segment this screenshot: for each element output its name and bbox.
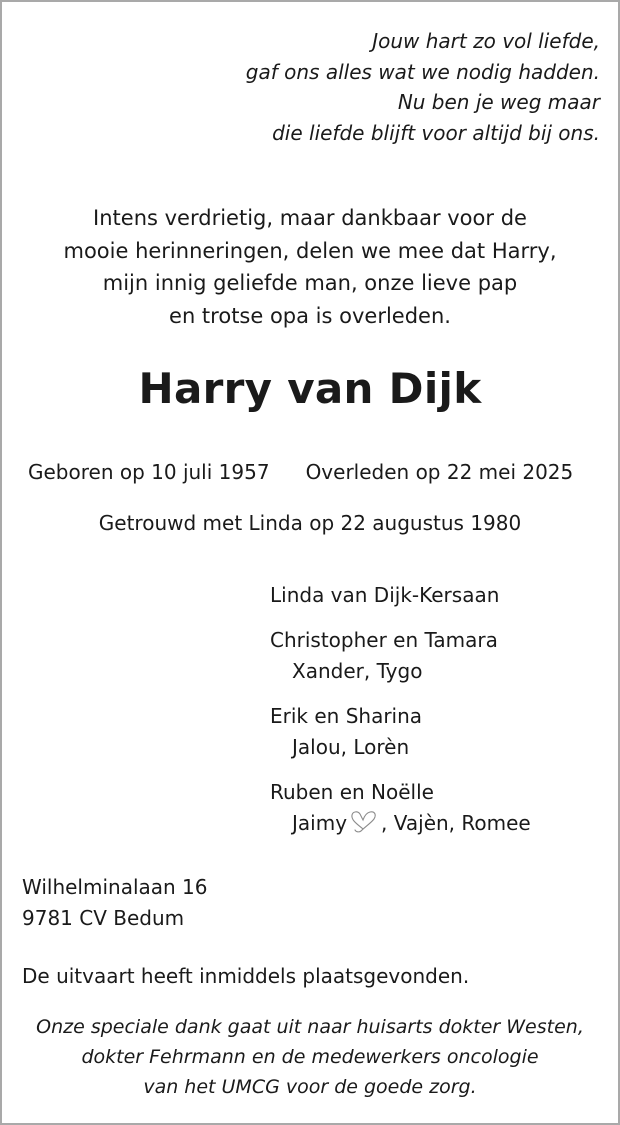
address-street: Wilhelminalaan 16 bbox=[22, 875, 208, 899]
thanks-line: van het UMCG voor de goede zorg. bbox=[143, 1076, 477, 1098]
family-group bbox=[270, 701, 531, 763]
funeral-note: De uitvaart heeft inmiddels plaatsgevonden. bbox=[22, 964, 470, 988]
family-parents: Christopher en Tamara bbox=[270, 628, 498, 652]
child-names-rest: , Vajèn, Romee bbox=[381, 811, 531, 835]
marriage-date: Getrouwd met Linda op 22 augustus 1980 bbox=[98, 511, 522, 535]
poem-line: Nu ben je weg maar bbox=[397, 90, 600, 114]
thanks-line: Onze speciale dank gaat uit naar huisarts dokter Westen, bbox=[36, 1016, 584, 1038]
address bbox=[22, 872, 208, 934]
thanks-line: dokter Fehrmann en de medewerkers oncologie bbox=[81, 1046, 539, 1068]
announcement-line: mijn innig geliefde man, onze lieve pap bbox=[102, 271, 518, 295]
announcement-text bbox=[2, 202, 618, 332]
death-date: Overleden op 22 mei 2025 bbox=[305, 460, 574, 484]
family-parents: Ruben en Noëlle bbox=[270, 780, 434, 804]
child-name: Jaimy bbox=[292, 811, 348, 835]
family-parents: Erik en Sharina bbox=[270, 704, 423, 728]
birth-date: Geboren op 10 juli 1957 bbox=[28, 460, 270, 484]
announcement-line: en trotse opa is overleden. bbox=[169, 303, 451, 328]
address-city: 9781 CV Bedum bbox=[22, 906, 185, 930]
family-children: Jalou, Lorèn bbox=[292, 735, 410, 759]
family-children: Xander, Tygo bbox=[292, 659, 423, 683]
heart-icon bbox=[347, 809, 379, 833]
family-group bbox=[270, 625, 531, 687]
family-children bbox=[270, 808, 531, 839]
spouse-name: Linda van Dijk-Kersaan bbox=[270, 583, 500, 607]
announcement-line: Intens verdrietig, maar dankbaar voor de bbox=[93, 206, 527, 230]
deceased-name: Harry van Dijk bbox=[138, 364, 482, 413]
poem-line: die liefde blijft voor altijd bij ons. bbox=[272, 120, 600, 145]
life-dates bbox=[28, 457, 573, 487]
thanks-note bbox=[2, 1012, 618, 1102]
poem bbox=[246, 26, 600, 148]
poem-line: Jouw hart zo vol liefde, bbox=[372, 29, 600, 53]
poem-line: gaf ons alles wat we nodig hadden. bbox=[245, 59, 600, 84]
announcement-line: mooie herinneringen, delen we mee dat Harry, bbox=[63, 238, 557, 263]
family-list bbox=[270, 580, 531, 853]
family-group bbox=[270, 777, 531, 839]
